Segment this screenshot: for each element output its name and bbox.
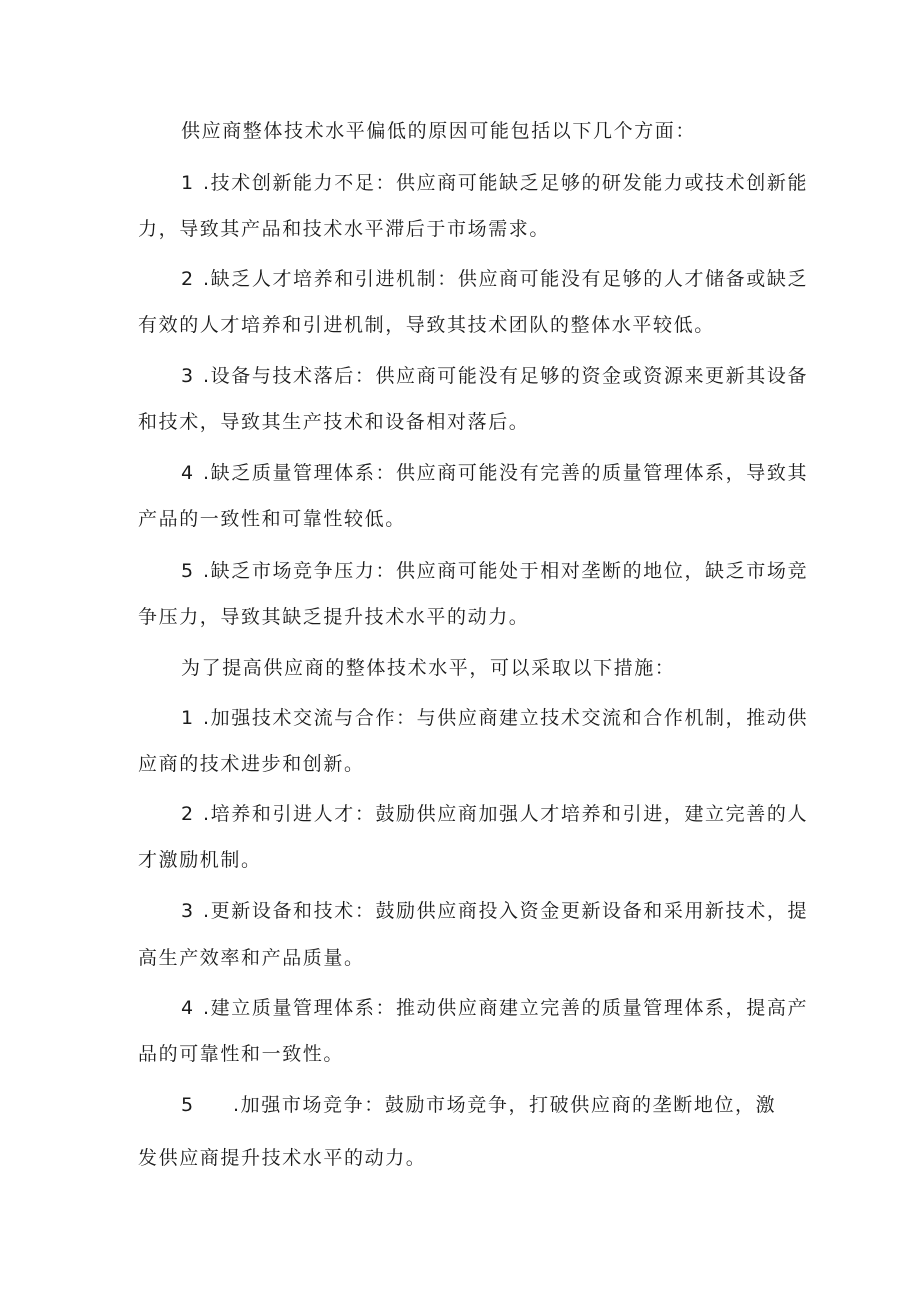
measure-1-text: .加强技术交流与合作：与供应商建立技术交流和合作机制，推动供 <box>203 707 809 729</box>
measure-1-line-1 <box>181 706 808 730</box>
cause-2-text: .缺乏人才培养和引进机制：供应商可能没有足够的人才储备或缺乏 <box>203 268 809 290</box>
cause-3-text: .设备与技术落后：供应商可能没有足够的资金或资源来更新其设备 <box>203 365 809 387</box>
cause-3-number: 3 <box>181 365 195 387</box>
measure-4-number: 4 <box>181 997 195 1019</box>
measure-2-line-2: 才激励机制。 <box>138 849 262 871</box>
cause-2-line-1 <box>181 267 808 291</box>
causes-intro: 供应商整体技术水平偏低的原因可能包括以下几个方面： <box>181 120 697 142</box>
measure-2-line-1 <box>181 802 808 826</box>
measure-3-number: 3 <box>181 900 195 922</box>
measure-3-line-1 <box>181 899 808 923</box>
cause-4-line-1 <box>181 461 808 485</box>
measure-2-number: 2 <box>181 803 195 825</box>
cause-1-number: 1 <box>181 172 195 194</box>
measure-4-text: .建立质量管理体系：推动供应商建立完善的质量管理体系，提高产 <box>203 997 809 1019</box>
measure-5-number: 5 <box>181 1094 195 1116</box>
cause-3-line-1 <box>181 364 808 388</box>
cause-4-number: 4 <box>181 462 195 484</box>
cause-1-line-1 <box>181 171 808 195</box>
cause-2-number: 2 <box>181 268 195 290</box>
cause-3-line-2: 和技术，导致其生产技术和设备相对落后。 <box>138 411 530 433</box>
measure-5-line-1 <box>181 1093 776 1117</box>
cause-4-line-2: 产品的一致性和可靠性较低。 <box>138 508 406 530</box>
cause-5-number: 5 <box>181 560 195 582</box>
cause-5-text: .缺乏市场竞争压力：供应商可能处于相对垄断的地位，缺乏市场竞 <box>203 560 809 582</box>
cause-2-line-2: 有效的人才培养和引进机制，导致其技术团队的整体水平较低。 <box>138 314 715 336</box>
cause-5-line-2: 争压力，导致其缺乏提升技术水平的动力。 <box>138 606 530 628</box>
measure-4-line-2: 品的可靠性和一致性。 <box>138 1043 345 1065</box>
measure-4-line-1 <box>181 996 808 1020</box>
measure-2-text: .培养和引进人才：鼓励供应商加强人才培养和引进，建立完善的人 <box>203 803 809 825</box>
measure-5-text: .加强市场竞争：鼓励市场竞争，打破供应商的垄断地位，激 <box>233 1094 777 1116</box>
measures-intro: 为了提高供应商的整体技术水平，可以采取以下措施： <box>181 657 676 679</box>
measure-3-line-2: 高生产效率和产品质量。 <box>138 947 365 969</box>
cause-1-line-2: 力，导致其产品和技术水平滞后于市场需求。 <box>138 218 551 240</box>
measure-1-line-2: 应商的技术进步和创新。 <box>138 753 365 775</box>
measure-1-number: 1 <box>181 707 195 729</box>
cause-5-line-1 <box>181 559 808 583</box>
measure-3-text: .更新设备和技术：鼓励供应商投入资金更新设备和采用新技术，提 <box>203 900 809 922</box>
measure-5-line-2: 发供应商提升技术水平的动力。 <box>138 1147 427 1169</box>
cause-1-text: .技术创新能力不足：供应商可能缺乏足够的研发能力或技术创新能 <box>203 172 809 194</box>
cause-4-text: .缺乏质量管理体系：供应商可能没有完善的质量管理体系，导致其 <box>203 462 809 484</box>
